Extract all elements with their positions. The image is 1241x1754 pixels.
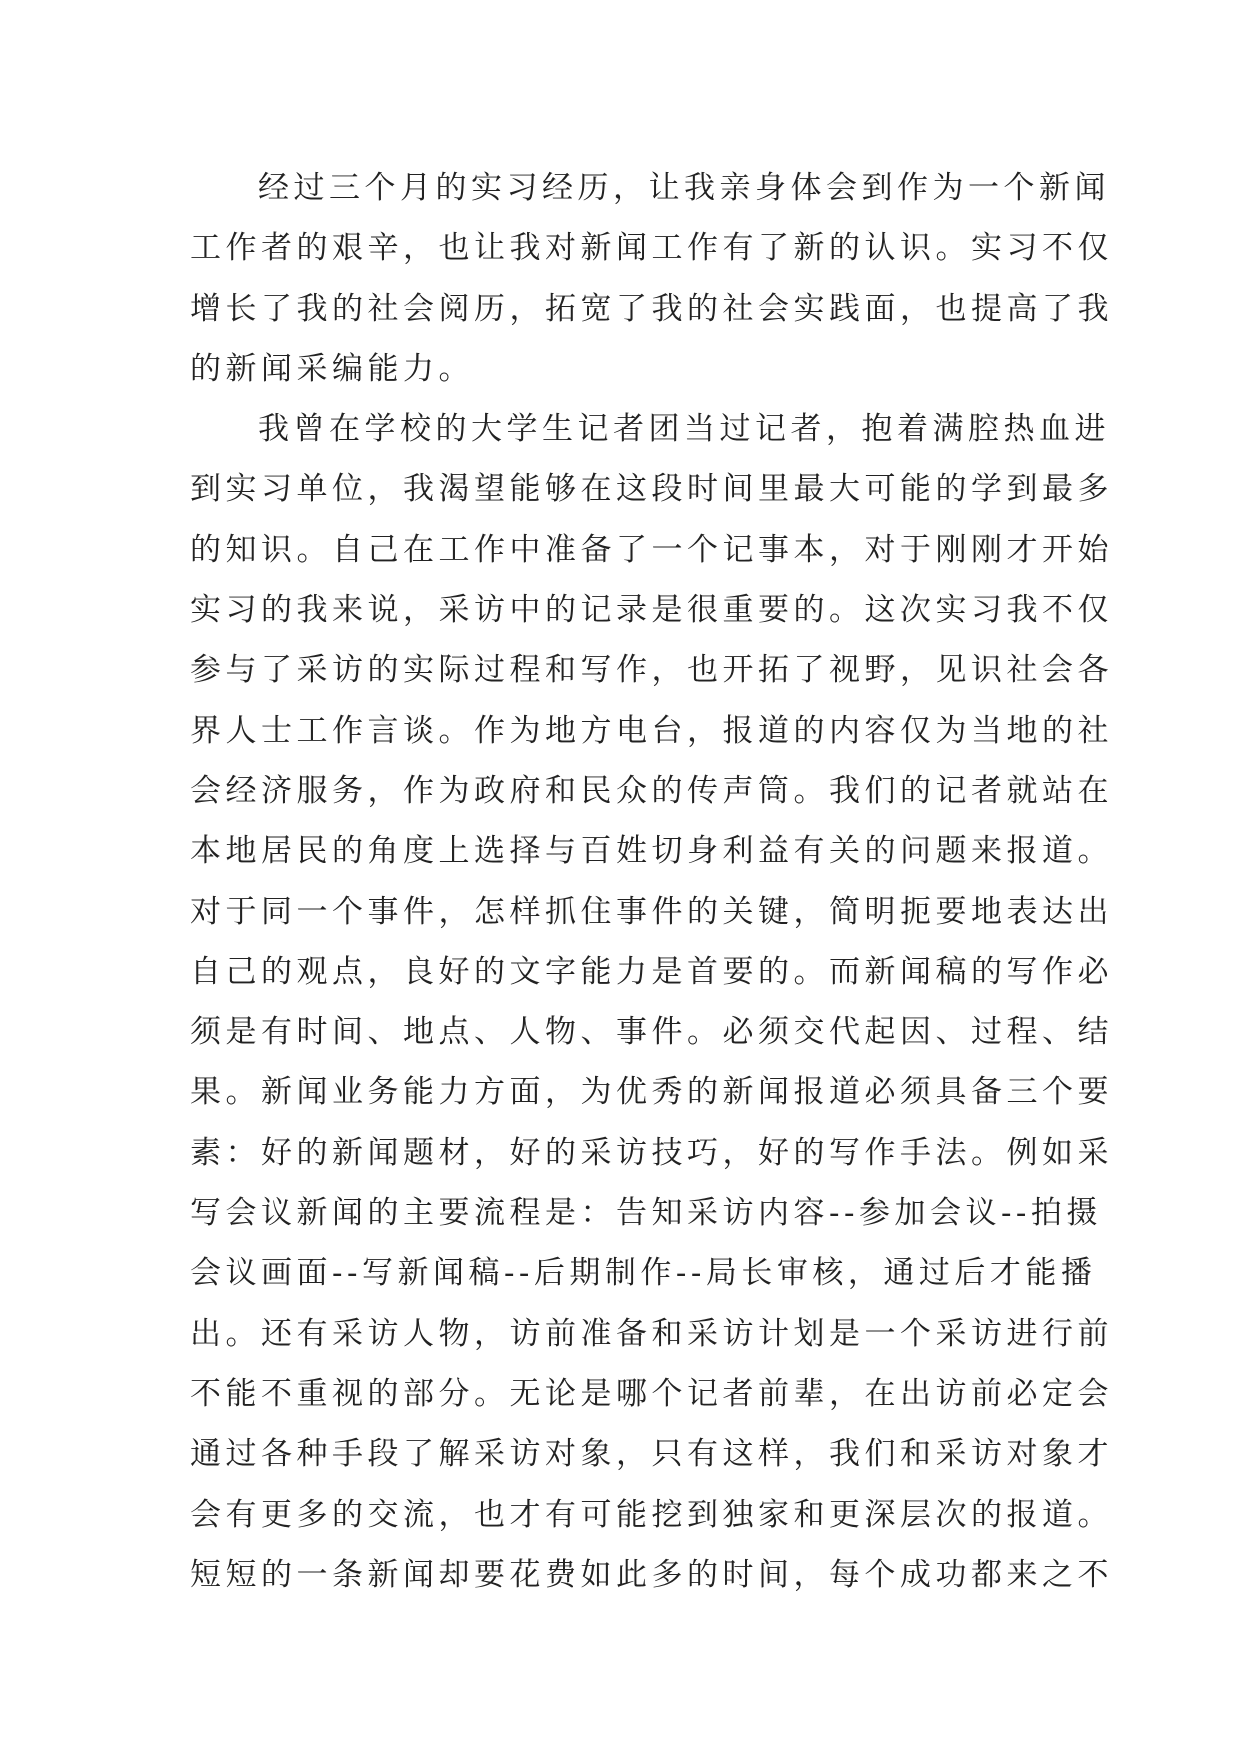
paragraph-1 (190, 158, 1113, 399)
paragraph-2-line-18: 通过各种手段了解采访对象，只有这样，我们和采访对象才 (190, 1436, 1113, 1473)
paragraph-2-line-13: 素：好的新闻题材，好的采访技巧，好的写作手法。例如采 (190, 1134, 1113, 1171)
paragraph-1-line-2: 工作者的艰辛，也让我对新闻工作有了新的认识。实习不仅 (190, 230, 1113, 267)
paragraph-2-line-3: 的知识。自己在工作中准备了一个记事本，对于刚刚才开始 (190, 531, 1113, 568)
paragraph-2-line-16: 出。还有采访人物，访前准备和采访计划是一个采访进行前 (190, 1315, 1113, 1352)
paragraph-2 (190, 399, 1113, 1605)
paragraph-1-line-1: 经过三个月的实习经历，让我亲身体会到作为一个新闻 (258, 170, 1110, 206)
paragraph-2-line-11: 须是有时间、地点、人物、事件。必须交代起因、过程、结 (190, 1014, 1113, 1051)
document-body (190, 158, 1113, 1605)
paragraph-2-line-12: 果。新闻业务能力方面，为优秀的新闻报道必须具备三个要 (190, 1074, 1113, 1111)
paragraph-2-line-20: 短短的一条新闻却要花费如此多的时间，每个成功都来之不 (190, 1556, 1113, 1593)
paragraph-2-line-6: 界人士工作言谈。作为地方电台，报道的内容仅为当地的社 (190, 712, 1113, 749)
paragraph-1-line-4: 的新闻采编能力。 (190, 350, 474, 387)
paragraph-2-line-1: 我曾在学校的大学生记者团当过记者，抱着满腔热血进 (258, 411, 1110, 448)
paragraph-2-line-7: 会经济服务，作为政府和民众的传声筒。我们的记者就站在 (190, 772, 1113, 809)
paragraph-2-line-8: 本地居民的角度上选择与百姓切身利益有关的问题来报道。 (190, 833, 1113, 870)
paragraph-2-line-17: 不能不重视的部分。无论是哪个记者前辈，在出访前必定会 (190, 1375, 1113, 1412)
paragraph-2-line-10: 自己的观点，良好的文字能力是首要的。而新闻稿的写作必 (190, 953, 1113, 990)
paragraph-2-line-4: 实习的我来说，采访中的记录是很重要的。这次实习我不仅 (190, 592, 1113, 629)
paragraph-2-line-5: 参与了采访的实际过程和写作，也开拓了视野，见识社会各 (190, 652, 1113, 689)
paragraph-2-line-9: 对于同一个事件，怎样抓住事件的关键，简明扼要地表达出 (190, 893, 1113, 930)
paragraph-2-line-19: 会有更多的交流，也才有可能挖到独家和更深层次的报道。 (190, 1496, 1113, 1533)
paragraph-2-line-14: 写会议新闻的主要流程是：告知采访内容--参加会议--拍摄 (190, 1195, 1102, 1232)
paragraph-1-line-3: 增长了我的社会阅历，拓宽了我的社会实践面，也提高了我 (190, 290, 1113, 327)
paragraph-2-line-2: 到实习单位，我渴望能够在这段时间里最大可能的学到最多 (190, 471, 1113, 508)
paragraph-2-line-15: 会议画面--写新闻稿--后期制作--局长审核，通过后才能播 (190, 1255, 1097, 1292)
